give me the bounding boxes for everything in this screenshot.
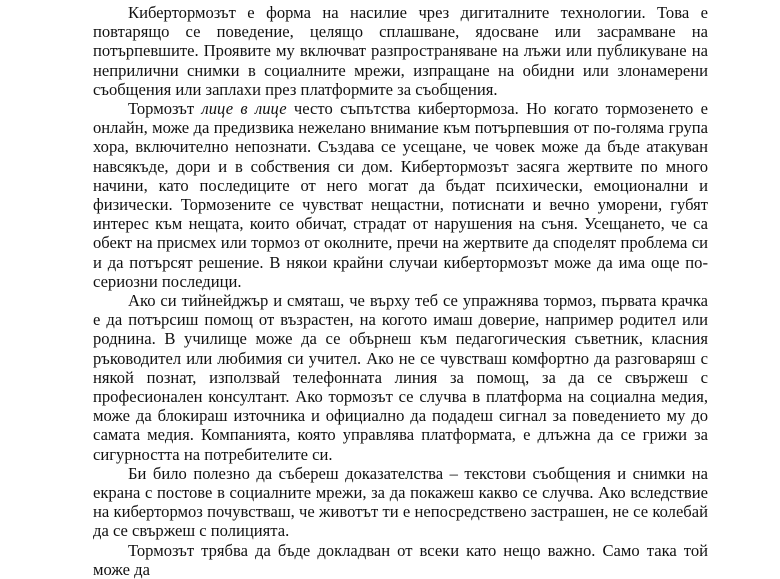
paragraph-3-text: Ако си тийнейджър и смяташ, че върху теб се упражнява тормоз, първата крачка е да потърсиш помощ от възрастен, на когото имаш доверие, например родител или роднина. В училище може да се обърнеш към педагогическия съветник, класния ръководител или любимия си учител. Ако не се чувстваш комфортно да разговаряш с някой познат, използвай телефонната линия за помощ, за да се свържеш с професионален консултант. Ако тормозът се случва в платформа на социална медия, може да блокираш източника и официално да подадеш сигнал за поведението му до самата медия. Компанията, която управлява платформата, е длъжна да се грижи за сигурността на потребителите си. — [93, 291, 708, 464]
paragraph-2 — [93, 99, 708, 291]
paragraph-2-after: често съпътства кибертормоза. Но когато тормозенето е онлайн, може да предизвика нежелано внимание към потърпевшия от по-голяма група хора, включително непознати. Създава се усещане, че човек може да бъде атакуван навсякъде, дори и в собствения си дом. Кибертормозът засяга жертвите по много начини, като последиците от него могат да бъдат психически, емоционални и физически. Тормозените се чувстват нещастни, потиснати и вечно уморени, губят интерес към нещата, които обичат, страдат от нарушения на съня. Усещането, че са обект на присмех или тормоз от околните, пречи на жертвите да споделят проблема си и да потърсят решение. В някои крайни случаи кибертормозът може да има още по-сериозни последици. — [93, 99, 709, 291]
paragraph-1 — [93, 3, 708, 99]
paragraph-5 — [93, 541, 708, 579]
paragraph-2-before: Тормозът — [128, 99, 202, 119]
paragraph-1-text: Кибертормозът е форма на насилие чрез дигиталните технологии. Това е повтарящо се поведение, целящо сплашване, ядосване или засрамване на потърпевшите. Проявите му включват разпространяване на лъжи или публикуване на неприлични снимки в социалните мрежи, изпращане на обидни или злонамерени съобщения или заплахи през платформите за съобщения. — [93, 3, 708, 99]
paragraph-4-text: Би било полезно да събереш доказателства – текстови съобщения и снимки на екрана с постове в социалните мрежи, за да покажеш какво се случва. Ако вследствие на кибертормоз почувстваш, че животът ти е непосредствено застрашен, не се колебай да се свържеш с полицията. — [93, 463, 708, 541]
paragraph-2-italic: лице в лице — [201, 99, 287, 119]
paragraph-5-text: Тормозът трябва да бъде докладван от всеки като нещо важно. Само така той може да — [93, 540, 708, 579]
paragraph-4 — [93, 464, 708, 541]
paragraph-3 — [93, 291, 708, 464]
document-body — [93, 3, 708, 579]
